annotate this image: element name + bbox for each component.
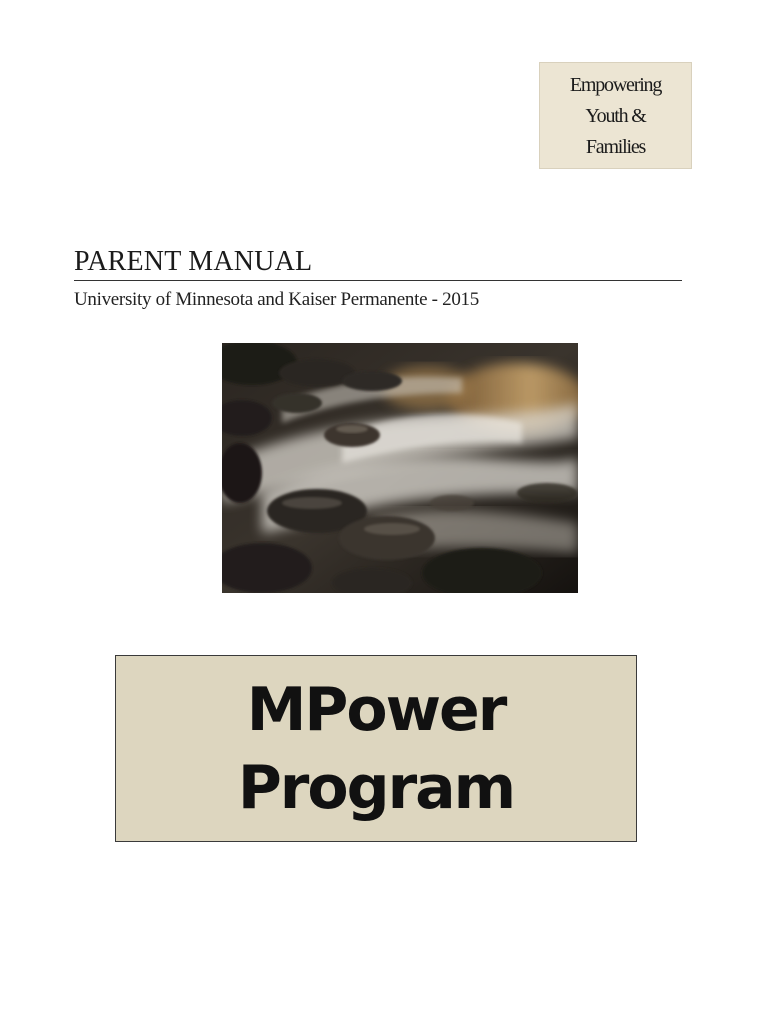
tagline-line-1: Empowering xyxy=(569,74,662,96)
tagline-box xyxy=(539,62,692,169)
manual-subtitle: University of Minnesota and Kaiser Permanente - 2015 xyxy=(74,289,479,310)
program-title-box xyxy=(115,655,637,842)
tagline-line-2: Youth & xyxy=(585,105,646,127)
program-title-line-2: Program xyxy=(237,752,515,823)
program-title-line-1: MPower xyxy=(246,674,506,745)
manual-title: PARENT MANUAL xyxy=(74,246,313,277)
title-divider xyxy=(74,280,682,281)
tagline-line-3: Families xyxy=(585,136,646,158)
waterfall-photo xyxy=(222,343,578,593)
